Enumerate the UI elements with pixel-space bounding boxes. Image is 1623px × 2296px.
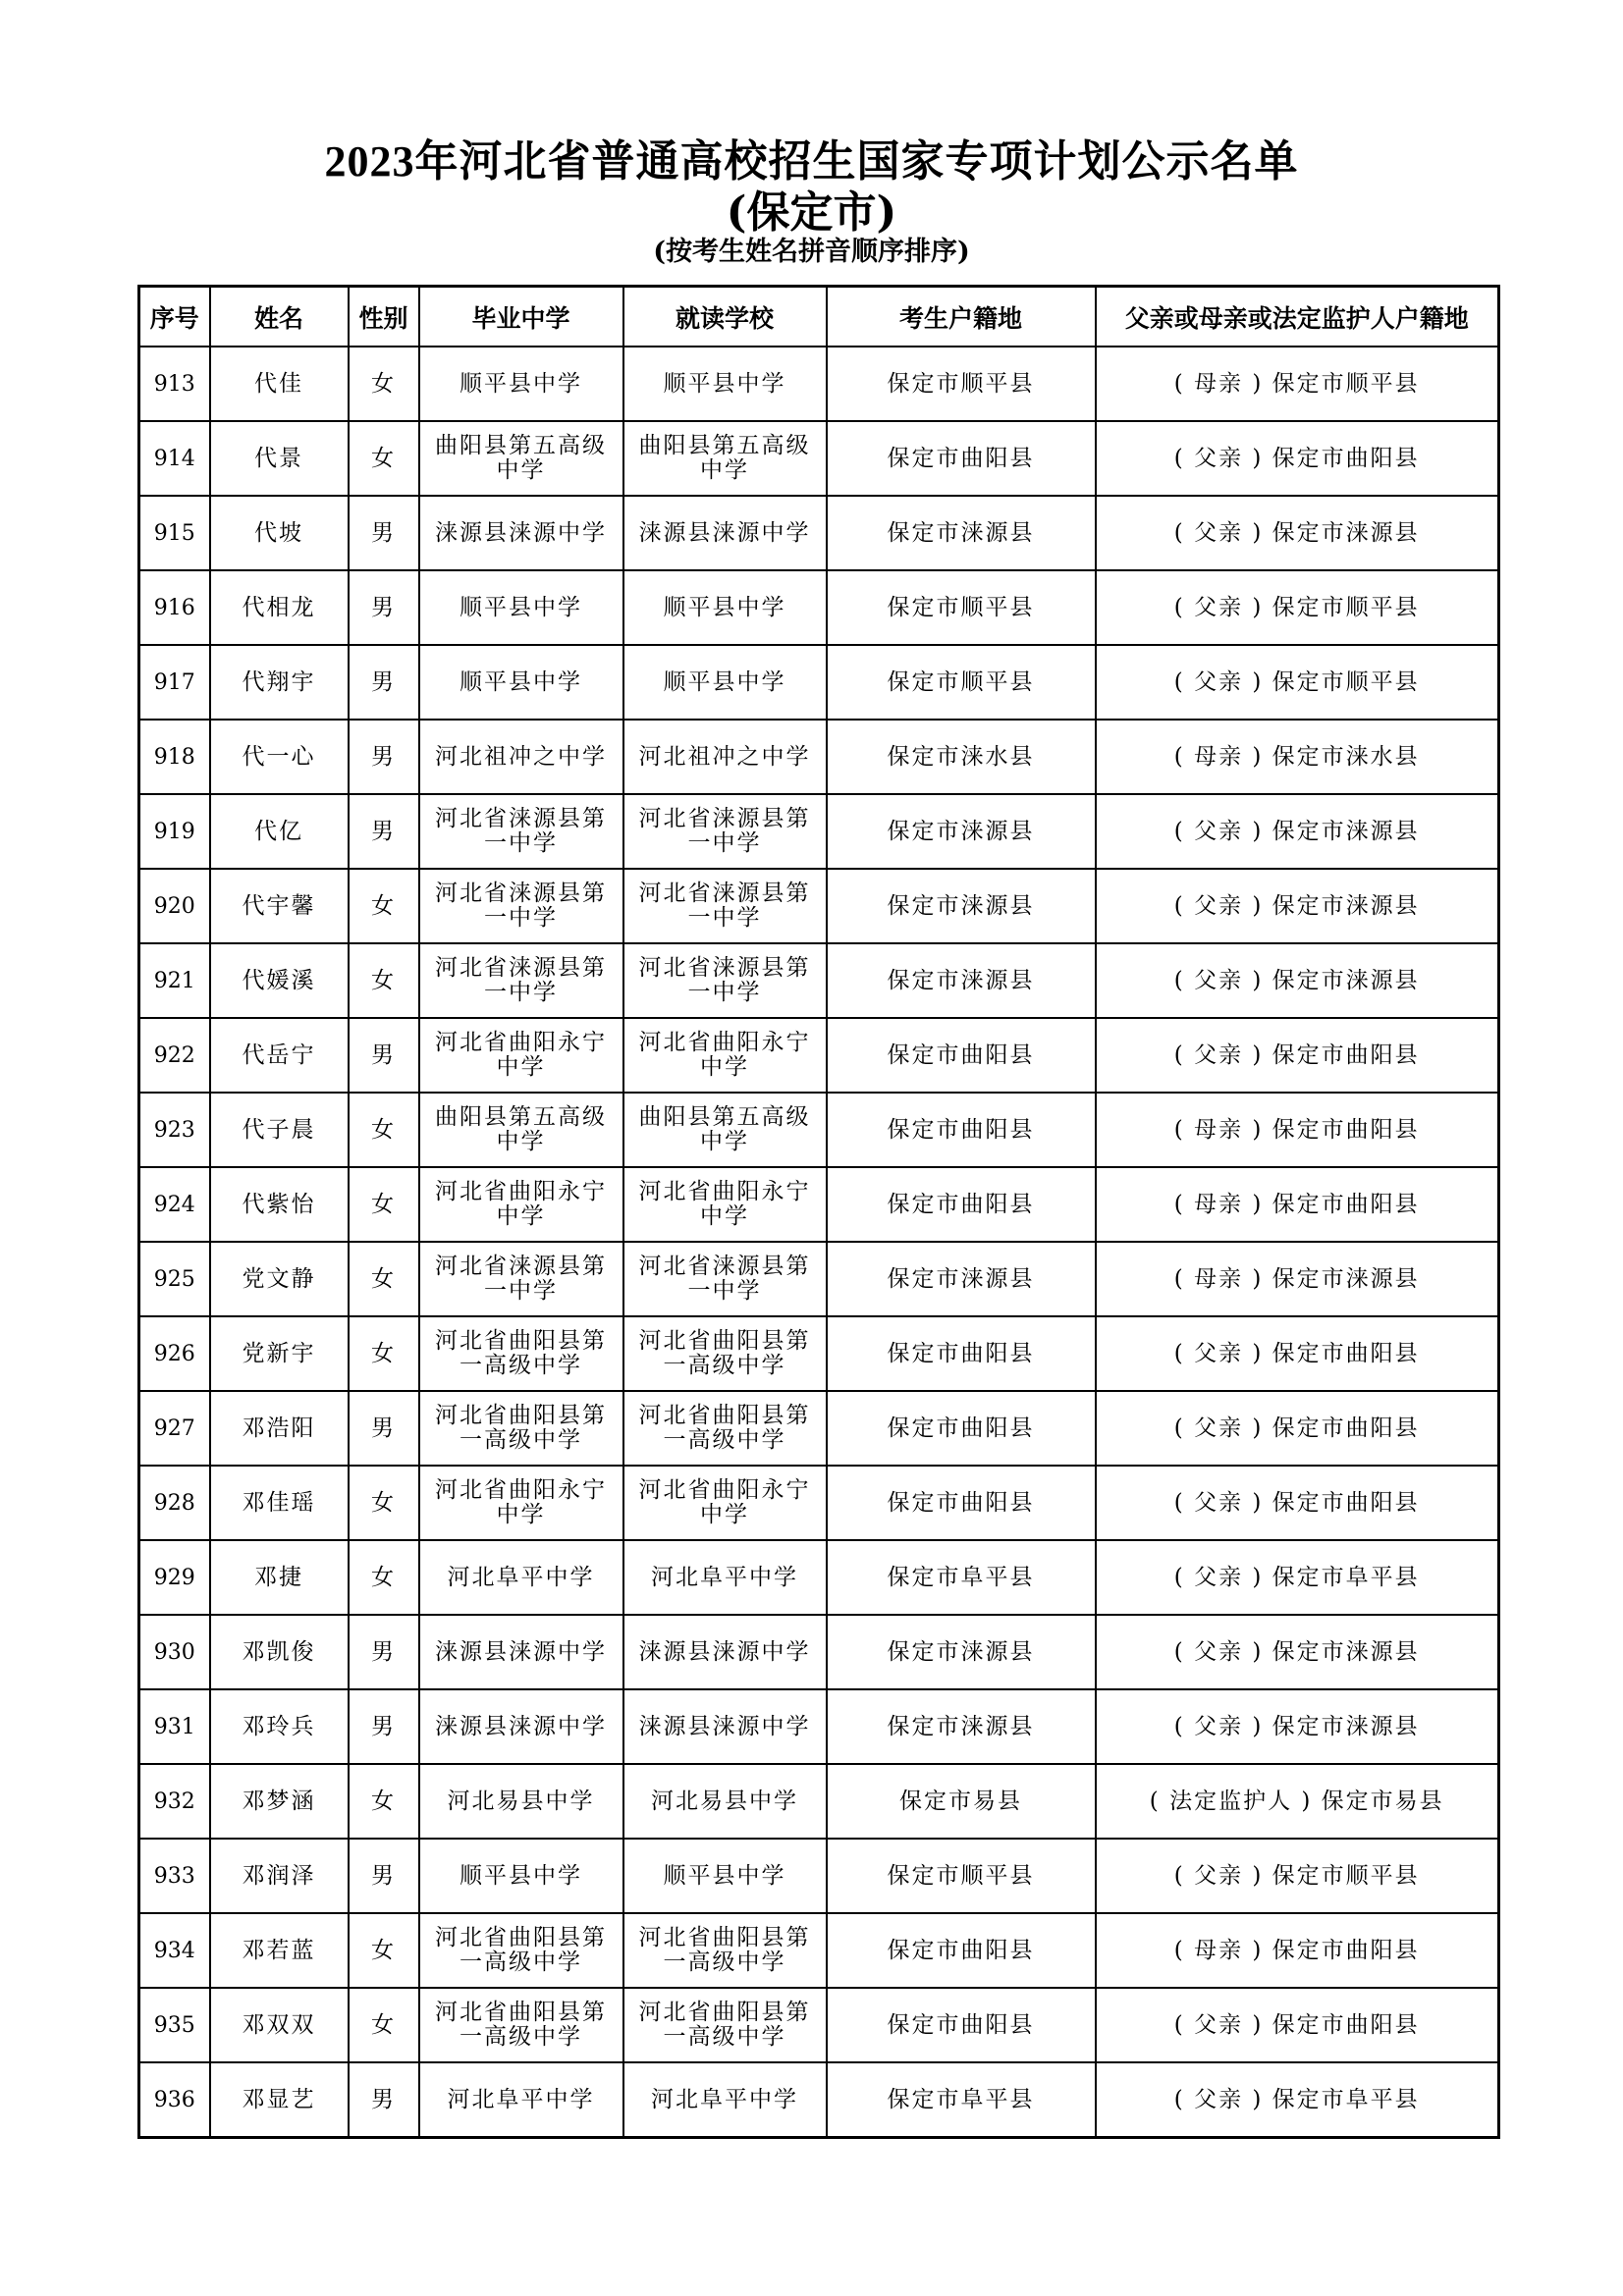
cell-gender: 女 [349,1764,419,1839]
cell-current-school: 河北易县中学 [623,1764,827,1839]
cell-current-school: 河北省涞源县第一中学 [623,869,827,943]
cell-name: 代子晨 [210,1093,349,1167]
cell-serial-number: 920 [139,869,210,943]
cell-name: 邓捷 [210,1540,349,1615]
cell-graduation-school: 涞源县涞源中学 [419,1689,623,1764]
cell-serial-number: 934 [139,1913,210,1988]
table-row [139,496,1499,570]
cell-current-school: 曲阳县第五高级中学 [623,421,827,496]
cell-gender: 男 [349,2062,419,2138]
cell-name: 邓佳瑶 [210,1466,349,1540]
cell-current-school: 河北阜平中学 [623,1540,827,1615]
cell-gender: 女 [349,1316,419,1391]
cell-graduation-school: 河北易县中学 [419,1764,623,1839]
cell-gender: 女 [349,1093,419,1167]
cell-graduation-school: 顺平县中学 [419,1839,623,1913]
cell-serial-number: 914 [139,421,210,496]
cell-serial-number: 927 [139,1391,210,1466]
table-row [139,570,1499,645]
cell-student-registered-residence: 保定市涞源县 [827,869,1096,943]
table-row [139,1391,1499,1466]
cell-guardian-registered-residence: ( 父亲 ) 保定市涞源县 [1096,943,1499,1018]
cell-student-registered-residence: 保定市曲阳县 [827,421,1096,496]
cell-graduation-school: 顺平县中学 [419,347,623,421]
cell-graduation-school: 顺平县中学 [419,645,623,720]
cell-gender: 男 [349,794,419,869]
page-title: 2023年河北省普通高校招生国家专项计划公示名单 [324,137,1299,186]
cell-graduation-school: 河北省曲阳县第一高级中学 [419,1913,623,1988]
cell-graduation-school: 曲阳县第五高级中学 [419,421,623,496]
cell-student-registered-residence: 保定市曲阳县 [827,1391,1096,1466]
cell-name: 代坡 [210,496,349,570]
cell-student-registered-residence: 保定市顺平县 [827,347,1096,421]
cell-graduation-school: 涞源县涞源中学 [419,1615,623,1689]
cell-current-school: 河北省曲阳县第一高级中学 [623,1988,827,2062]
cell-guardian-registered-residence: ( 父亲 ) 保定市曲阳县 [1096,1316,1499,1391]
cell-guardian-registered-residence: ( 父亲 ) 保定市阜平县 [1096,1540,1499,1615]
table-row [139,2062,1499,2138]
cell-name: 代一心 [210,720,349,794]
cell-current-school: 顺平县中学 [623,570,827,645]
cell-graduation-school: 河北省涞源县第一中学 [419,869,623,943]
cell-student-registered-residence: 保定市涞源县 [827,1242,1096,1316]
cell-graduation-school: 河北省涞源县第一中学 [419,794,623,869]
cell-serial-number: 916 [139,570,210,645]
cell-student-registered-residence: 保定市曲阳县 [827,1167,1096,1242]
cell-name: 党文静 [210,1242,349,1316]
cell-gender: 女 [349,943,419,1018]
cell-name: 邓浩阳 [210,1391,349,1466]
table-row [139,347,1499,421]
cell-gender: 女 [349,1242,419,1316]
cell-gender: 女 [349,1988,419,2062]
cell-serial-number: 932 [139,1764,210,1839]
cell-serial-number: 926 [139,1316,210,1391]
table-row [139,869,1499,943]
table-row [139,1839,1499,1913]
cell-graduation-school: 河北祖冲之中学 [419,720,623,794]
cell-current-school: 河北省曲阳县第一高级中学 [623,1391,827,1466]
table-row [139,794,1499,869]
cell-guardian-registered-residence: ( 母亲 ) 保定市曲阳县 [1096,1913,1499,1988]
cell-current-school: 河北阜平中学 [623,2062,827,2138]
cell-student-registered-residence: 保定市涞源县 [827,943,1096,1018]
cell-graduation-school: 曲阳县第五高级中学 [419,1093,623,1167]
cell-serial-number: 915 [139,496,210,570]
cell-student-registered-residence: 保定市涞源县 [827,1689,1096,1764]
page-subtitle: (保定市) [726,187,897,238]
cell-guardian-registered-residence: ( 法定监护人 ) 保定市易县 [1096,1764,1499,1839]
column-header-current-school: 就读学校 [623,287,827,347]
cell-guardian-registered-residence: ( 父亲 ) 保定市涞源县 [1096,869,1499,943]
cell-graduation-school: 涞源县涞源中学 [419,496,623,570]
table-row [139,1093,1499,1167]
cell-student-registered-residence: 保定市曲阳县 [827,1466,1096,1540]
cell-name: 代媛溪 [210,943,349,1018]
student-list-table [137,285,1500,2139]
cell-current-school: 河北省曲阳县第一高级中学 [623,1316,827,1391]
table-row [139,421,1499,496]
cell-serial-number: 928 [139,1466,210,1540]
cell-gender: 女 [349,1913,419,1988]
cell-graduation-school: 河北省曲阳永宁中学 [419,1018,623,1093]
cell-name: 邓梦涵 [210,1764,349,1839]
table-row [139,1466,1499,1540]
table-row [139,943,1499,1018]
cell-gender: 男 [349,1615,419,1689]
cell-guardian-registered-residence: ( 父亲 ) 保定市涞源县 [1096,1615,1499,1689]
cell-guardian-registered-residence: ( 母亲 ) 保定市曲阳县 [1096,1093,1499,1167]
cell-current-school: 顺平县中学 [623,645,827,720]
cell-name: 代翔宇 [210,645,349,720]
table-row [139,1615,1499,1689]
cell-serial-number: 936 [139,2062,210,2138]
sort-note: (按考生姓名拼音顺序排序) [653,237,970,267]
cell-current-school: 河北省涞源县第一中学 [623,794,827,869]
cell-name: 邓润泽 [210,1839,349,1913]
cell-gender: 男 [349,496,419,570]
cell-gender: 男 [349,645,419,720]
cell-gender: 男 [349,570,419,645]
column-header-gender: 性别 [349,287,419,347]
cell-graduation-school: 河北省曲阳县第一高级中学 [419,1988,623,2062]
cell-guardian-registered-residence: ( 父亲 ) 保定市曲阳县 [1096,421,1499,496]
cell-student-registered-residence: 保定市涞水县 [827,720,1096,794]
cell-gender: 男 [349,1018,419,1093]
cell-guardian-registered-residence: ( 父亲 ) 保定市涞源县 [1096,1689,1499,1764]
table-row [139,1988,1499,2062]
cell-current-school: 河北祖冲之中学 [623,720,827,794]
cell-guardian-registered-residence: ( 母亲 ) 保定市涞源县 [1096,1242,1499,1316]
cell-name: 邓若蓝 [210,1913,349,1988]
cell-guardian-registered-residence: ( 母亲 ) 保定市顺平县 [1096,347,1499,421]
cell-student-registered-residence: 保定市顺平县 [827,1839,1096,1913]
cell-name: 邓凯俊 [210,1615,349,1689]
cell-current-school: 河北省曲阳县第一高级中学 [623,1913,827,1988]
cell-guardian-registered-residence: ( 母亲 ) 保定市涞水县 [1096,720,1499,794]
cell-graduation-school: 河北省曲阳县第一高级中学 [419,1391,623,1466]
cell-graduation-school: 河北省曲阳永宁中学 [419,1167,623,1242]
cell-serial-number: 924 [139,1167,210,1242]
cell-graduation-school: 河北省曲阳永宁中学 [419,1466,623,1540]
column-header-student-registered-residence: 考生户籍地 [827,287,1096,347]
cell-current-school: 涞源县涞源中学 [623,1689,827,1764]
cell-gender: 女 [349,1466,419,1540]
cell-name: 邓双双 [210,1988,349,2062]
cell-current-school: 涞源县涞源中学 [623,1615,827,1689]
table-row [139,1018,1499,1093]
table-row [139,1316,1499,1391]
cell-guardian-registered-residence: ( 父亲 ) 保定市顺平县 [1096,1839,1499,1913]
cell-student-registered-residence: 保定市顺平县 [827,570,1096,645]
cell-gender: 男 [349,1391,419,1466]
cell-serial-number: 918 [139,720,210,794]
table-body [139,347,1499,2138]
cell-current-school: 河北省曲阳永宁中学 [623,1167,827,1242]
cell-guardian-registered-residence: ( 父亲 ) 保定市曲阳县 [1096,1988,1499,2062]
cell-graduation-school: 河北阜平中学 [419,1540,623,1615]
cell-student-registered-residence: 保定市阜平县 [827,1540,1096,1615]
cell-student-registered-residence: 保定市阜平县 [827,2062,1096,2138]
cell-graduation-school: 河北省涞源县第一中学 [419,943,623,1018]
cell-name: 代宇馨 [210,869,349,943]
cell-gender: 女 [349,1167,419,1242]
cell-gender: 女 [349,1540,419,1615]
cell-student-registered-residence: 保定市曲阳县 [827,1988,1096,2062]
column-header-guardian-registered-residence: 父亲或母亲或法定监护人户籍地 [1096,287,1499,347]
cell-gender: 女 [349,347,419,421]
cell-current-school: 顺平县中学 [623,1839,827,1913]
cell-name: 代景 [210,421,349,496]
cell-guardian-registered-residence: ( 父亲 ) 保定市顺平县 [1096,570,1499,645]
cell-serial-number: 930 [139,1615,210,1689]
cell-guardian-registered-residence: ( 父亲 ) 保定市涞源县 [1096,794,1499,869]
cell-student-registered-residence: 保定市曲阳县 [827,1316,1096,1391]
cell-current-school: 涞源县涞源中学 [623,496,827,570]
cell-guardian-registered-residence: ( 父亲 ) 保定市曲阳县 [1096,1466,1499,1540]
cell-name: 代相龙 [210,570,349,645]
table-row [139,645,1499,720]
table-row [139,1242,1499,1316]
cell-guardian-registered-residence: ( 父亲 ) 保定市阜平县 [1096,2062,1499,2138]
cell-name: 邓显艺 [210,2062,349,2138]
cell-gender: 男 [349,1839,419,1913]
cell-serial-number: 935 [139,1988,210,2062]
cell-student-registered-residence: 保定市顺平县 [827,645,1096,720]
cell-serial-number: 929 [139,1540,210,1615]
cell-student-registered-residence: 保定市涞源县 [827,1615,1096,1689]
column-header-name: 姓名 [210,287,349,347]
cell-graduation-school: 顺平县中学 [419,570,623,645]
table-row [139,1540,1499,1615]
cell-serial-number: 921 [139,943,210,1018]
cell-serial-number: 931 [139,1689,210,1764]
cell-graduation-school: 河北省涞源县第一中学 [419,1242,623,1316]
cell-student-registered-residence: 保定市涞源县 [827,496,1096,570]
cell-current-school: 河北省涞源县第一中学 [623,1242,827,1316]
cell-student-registered-residence: 保定市曲阳县 [827,1093,1096,1167]
cell-name: 代佳 [210,347,349,421]
cell-student-registered-residence: 保定市易县 [827,1764,1096,1839]
table-row [139,720,1499,794]
cell-name: 代亿 [210,794,349,869]
cell-serial-number: 933 [139,1839,210,1913]
cell-guardian-registered-residence: ( 父亲 ) 保定市涞源县 [1096,496,1499,570]
cell-student-registered-residence: 保定市曲阳县 [827,1913,1096,1988]
cell-name: 邓玲兵 [210,1689,349,1764]
cell-graduation-school: 河北阜平中学 [419,2062,623,2138]
cell-gender: 女 [349,869,419,943]
column-header-serial-number: 序号 [139,287,210,347]
cell-guardian-registered-residence: ( 父亲 ) 保定市曲阳县 [1096,1391,1499,1466]
table-row [139,1689,1499,1764]
cell-guardian-registered-residence: ( 父亲 ) 保定市曲阳县 [1096,1018,1499,1093]
cell-student-registered-residence: 保定市曲阳县 [827,1018,1096,1093]
table-row [139,1167,1499,1242]
cell-current-school: 曲阳县第五高级中学 [623,1093,827,1167]
cell-serial-number: 917 [139,645,210,720]
table-row [139,1913,1499,1988]
cell-student-registered-residence: 保定市涞源县 [827,794,1096,869]
cell-name: 代紫怡 [210,1167,349,1242]
cell-graduation-school: 河北省曲阳县第一高级中学 [419,1316,623,1391]
cell-serial-number: 923 [139,1093,210,1167]
cell-serial-number: 925 [139,1242,210,1316]
cell-gender: 女 [349,421,419,496]
table-header-row [139,287,1499,347]
cell-serial-number: 919 [139,794,210,869]
cell-gender: 男 [349,720,419,794]
table-row [139,1764,1499,1839]
cell-serial-number: 922 [139,1018,210,1093]
cell-name: 党新宇 [210,1316,349,1391]
column-header-graduation-school: 毕业中学 [419,287,623,347]
cell-current-school: 河北省涞源县第一中学 [623,943,827,1018]
cell-serial-number: 913 [139,347,210,421]
cell-gender: 男 [349,1689,419,1764]
cell-guardian-registered-residence: ( 父亲 ) 保定市顺平县 [1096,645,1499,720]
cell-current-school: 河北省曲阳永宁中学 [623,1018,827,1093]
cell-name: 代岳宁 [210,1018,349,1093]
cell-current-school: 顺平县中学 [623,347,827,421]
cell-guardian-registered-residence: ( 母亲 ) 保定市曲阳县 [1096,1167,1499,1242]
cell-current-school: 河北省曲阳永宁中学 [623,1466,827,1540]
